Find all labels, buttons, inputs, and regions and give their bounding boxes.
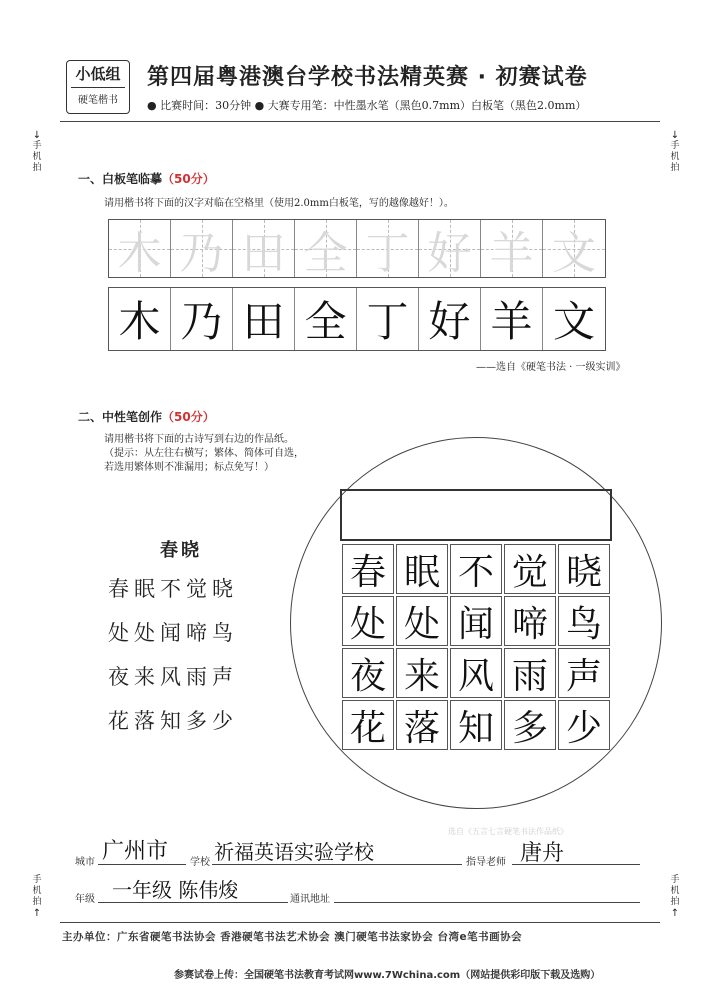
work-cell: 处 [342,596,394,646]
work-cell: 夜 [342,648,394,698]
poem-line: 花落知多少 [108,709,238,733]
header-divider [60,121,660,122]
trace-cell: 羊 [481,220,543,277]
group-badge [66,60,130,114]
arrow-camera-icon: ↑ [670,908,680,919]
work-cell: 多 [504,700,556,750]
city-value: 广州市 [102,839,169,864]
work-title-box [340,489,612,541]
handwriting-row [108,287,606,351]
section1-heading: 一、白板笔临摹（50分） [78,172,215,186]
trace-cell: 丁 [357,220,419,277]
work-cell: 觉 [504,544,556,594]
work-cell: 晓 [558,544,610,594]
side-marker-text: 手机拍 [670,141,680,173]
trace-cell: 好 [419,220,481,277]
trace-cell: 田 [233,220,295,277]
work-cell: 眠 [396,544,448,594]
work-cell: 闻 [450,596,502,646]
work-cell: 风 [450,648,502,698]
school-value: 祈福英语实验学校 [214,840,374,864]
poem-line: 夜来风雨声 [108,665,238,689]
handwriting-cell: 乃 [171,288,233,350]
work-cell: 来 [396,648,448,698]
section2-hint-2: 若选用繁体则不准漏用；标点免写！） [104,462,274,473]
handwriting-cell: 丁 [357,288,419,350]
work-cell: 少 [558,700,610,750]
arrow-camera-icon: ↑ [32,908,42,919]
section1-source: ——选自《硬笔书法 · 一级实训》 [476,362,626,373]
poem-line: 春眠不觉晓 [108,577,238,601]
city-label: 城市 [75,857,95,868]
work-cell: 花 [342,700,394,750]
handwriting-cell: 全 [295,288,357,350]
trace-cell: 乃 [171,220,233,277]
work-cell: 春 [342,544,394,594]
work-cell: 啼 [504,596,556,646]
trace-cell: 文 [543,220,605,277]
handwriting-cell: 羊 [481,288,543,350]
side-marker-text: 手机拍 [32,875,42,907]
section2-instruction: 请用楷书将下面的古诗写到右边的作品纸。 [104,434,294,445]
section2-heading: 二、中性笔创作（50分） [78,410,215,424]
work-cell: 声 [558,648,610,698]
handwriting-cell: 文 [552,297,595,346]
side-marker-bottom-left [30,875,44,919]
work-cell: 不 [450,544,502,594]
poem-line: 处处闻啼鸟 [108,621,238,645]
arrow-camera-icon: ↓ [32,130,42,141]
trace-cell: 木 [109,220,171,277]
group-label: 小低组 [75,65,121,83]
trace-cell: 全 [295,220,357,277]
handwriting-cell: 田 [233,288,295,350]
section2-hint-1: （提示：从左往右横写；繁体、简体可自选， [104,448,304,459]
section1-instruction: 请用楷书将下面的汉字对临在空格里（使用2.0mm白板笔，写的越像越好！）。 [104,198,454,209]
grade-value: 一年级 陈伟焌 [112,878,239,902]
school-label: 学校 [190,857,210,868]
organizers: 主办单位：广东省硬笔书法协会 香港硬笔书法艺术协会 澳门硬笔书法家协会 台湾e笔书画协会 [62,931,523,943]
website-note: 参赛试卷上传：全国硬笔书法教育考试网www.7Wchina.com（网站提供彩印版下载及选购） [174,970,601,981]
side-marker-text: 手机拍 [670,875,680,907]
work-grid [342,544,610,750]
work-cell: 知 [450,700,502,750]
side-marker-top-left [30,130,44,174]
page-title: 第四届粤港澳台学校书法精英赛 · 初赛试卷 [147,65,588,90]
footer-divider [60,922,660,923]
group-sublabel: 硬笔楷书 [78,95,118,106]
handwriting-cell: 好 [419,288,481,350]
work-cell: 处 [396,596,448,646]
address-label: 通讯地址 [290,894,330,905]
side-marker-top-right [668,130,682,174]
work-cell: 落 [396,700,448,750]
poem-title: 春晓 [160,540,202,561]
handwriting-cell: 木 [109,288,171,350]
arrow-camera-icon: ↓ [670,130,680,141]
page-subtitle: ● 比赛时间：30分钟 ● 大赛专用笔：中性墨水笔（黑色0.7mm）白板笔（黑色2.0mm） [147,99,587,112]
side-marker-text: 手机拍 [32,141,42,173]
work-cell: 鸟 [558,596,610,646]
teacher-value: 唐舟 [520,841,565,866]
faint-note: 选自《五言七言硬笔书法作品纸》 [448,827,568,836]
work-cell: 雨 [504,648,556,698]
side-marker-bottom-right [668,875,682,919]
grade-label: 年级 [75,894,95,905]
trace-row [108,219,606,278]
teacher-label: 指导老师 [466,857,506,868]
address-field[interactable] [334,902,640,903]
